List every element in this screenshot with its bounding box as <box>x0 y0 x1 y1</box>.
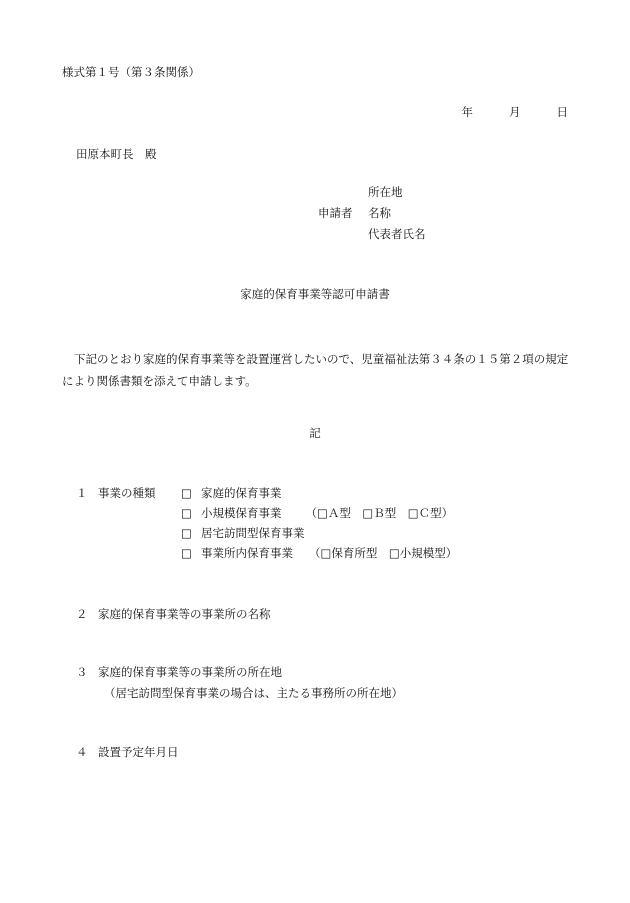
address-label: 所在地 <box>368 185 403 199</box>
option-label: 事業所内保育事業 <box>201 546 293 560</box>
addressee: 田原本町長 殿 <box>76 147 157 161</box>
ki-heading: 記 <box>309 426 321 440</box>
date-month-label: 月 <box>509 105 521 119</box>
option-workplace-childcare <box>181 548 457 560</box>
item-facility-location <box>76 667 282 679</box>
date-line <box>462 107 569 119</box>
item-number: １ <box>76 486 88 500</box>
option-subtypes: （□Ａ型 □Ｂ型 □Ｃ型） <box>305 506 454 520</box>
option-label: 小規模保育事業 <box>201 506 282 520</box>
item-number: ４ <box>76 745 88 759</box>
item-label: 家庭的保育事業等の事業所の名称 <box>98 607 271 621</box>
date-day-label: 日 <box>556 105 568 119</box>
item-planned-date <box>76 747 179 759</box>
name-label: 名称 <box>368 206 391 220</box>
intro-paragraph: 下記のとおり家庭的保育事業等を設置運営したいので、児童福祉法第３４条の１５第２項の規定により関係書類を添えて申請します。 <box>62 352 569 388</box>
item-number: ２ <box>76 607 88 621</box>
item-number: ３ <box>76 665 88 679</box>
item-label: 事業の種類 <box>98 486 156 500</box>
applicant-role-label: 申請者 <box>318 206 353 220</box>
checkbox-icon[interactable]: □ <box>181 526 192 540</box>
item-facility-name <box>76 609 271 621</box>
option-label: 居宅訪問型保育事業 <box>201 526 305 540</box>
representative-label: 代表者氏名 <box>368 227 426 241</box>
item-label: 設置予定年月日 <box>98 745 179 759</box>
checkbox-icon[interactable]: □ <box>181 546 192 560</box>
form-number: 様式第１号（第３条関係） <box>62 65 200 79</box>
item-label: 家庭的保育事業等の事業所の所在地 <box>98 665 282 679</box>
option-label: 家庭的保育事業 <box>201 486 282 500</box>
document-title: 家庭的保育事業等認可申請書 <box>240 287 390 301</box>
checkbox-icon[interactable]: □ <box>181 506 192 520</box>
checkbox-icon[interactable]: □ <box>181 486 192 500</box>
applicant-block <box>318 187 426 250</box>
option-home-childcare <box>181 488 282 500</box>
option-small-scale-childcare <box>181 508 453 520</box>
date-year-label: 年 <box>461 105 473 119</box>
item-location-note: （居宅訪問型保育事業の場合は、主たる事務所の所在地） <box>104 686 403 700</box>
option-home-visit-childcare <box>181 528 305 540</box>
option-subtypes: （□保育所型 □小規模型） <box>309 546 458 560</box>
